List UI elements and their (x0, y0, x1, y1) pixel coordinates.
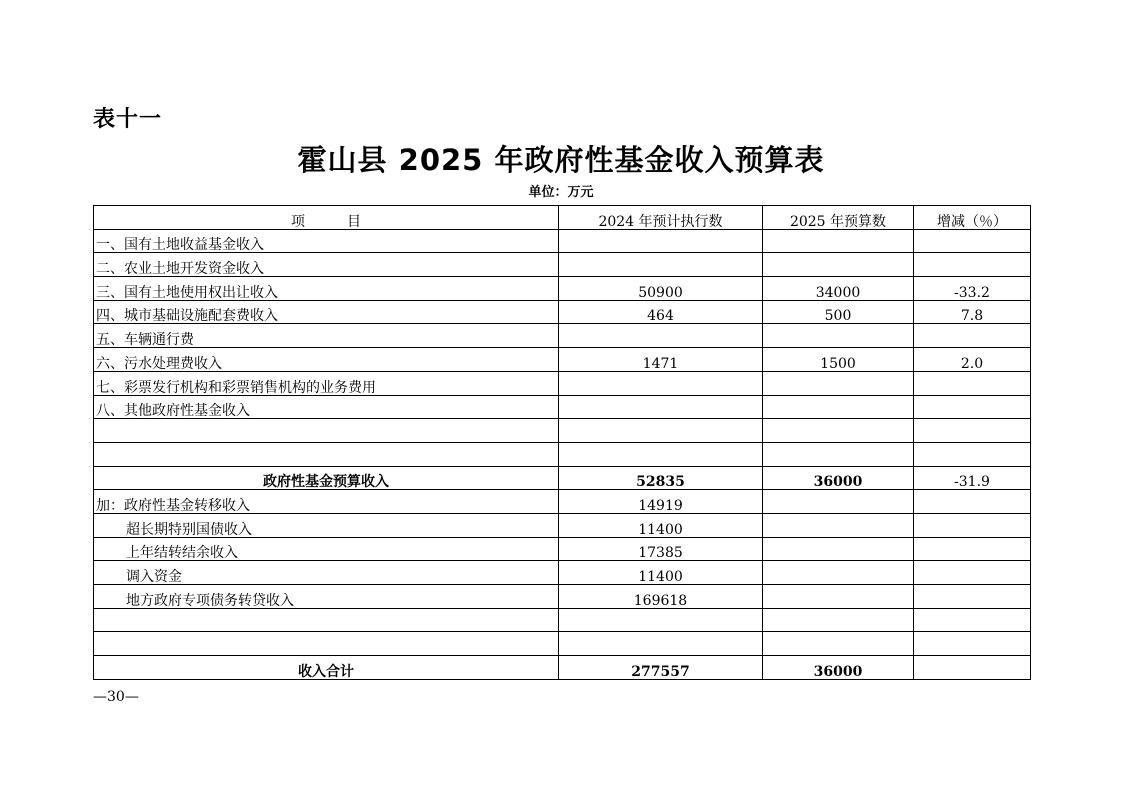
row-2024 (559, 442, 763, 466)
row-change (914, 561, 1031, 585)
page-number: —30— (93, 689, 139, 705)
row-2024 (559, 419, 763, 443)
row-change (914, 371, 1031, 395)
budget-table (93, 205, 1031, 680)
table-row (94, 608, 1031, 632)
row-2025 (763, 253, 914, 277)
row-item: 四、城市基础设施配套费收入 (94, 300, 559, 324)
table-row (94, 300, 1031, 324)
row-2025: 1500 (763, 348, 914, 372)
row-item: 地方政府专项债务转贷收入 (94, 585, 559, 609)
row-2024: 464 (559, 300, 763, 324)
row-change: -33.2 (914, 277, 1031, 301)
row-2024 (559, 371, 763, 395)
row-2025 (763, 490, 914, 514)
row-2025 (763, 419, 914, 443)
table-row (94, 324, 1031, 348)
row-2025 (763, 324, 914, 348)
row-2024 (559, 395, 763, 419)
table-row (94, 348, 1031, 372)
page-title: 霍山县 2025 年政府性基金收入预算表 (297, 143, 825, 177)
table-row (94, 229, 1031, 253)
row-change (914, 537, 1031, 561)
row-2025 (763, 229, 914, 253)
row-change (914, 324, 1031, 348)
row-2024: 169618 (559, 585, 763, 609)
row-item: 三、国有土地使用权出让收入 (94, 277, 559, 301)
unit-label: 单位：万元 (528, 185, 594, 200)
row-2024 (559, 608, 763, 632)
table-row (94, 585, 1031, 609)
table-row (94, 253, 1031, 277)
table-row (94, 277, 1031, 301)
table-row (94, 561, 1031, 585)
row-change (914, 253, 1031, 277)
row-2025 (763, 608, 914, 632)
row-change (914, 632, 1031, 656)
row-2025: 34000 (763, 277, 914, 301)
row-item: 调入资金 (94, 561, 559, 585)
row-2025 (763, 513, 914, 537)
row-2025: 36000 (763, 656, 914, 680)
table-row (94, 537, 1031, 561)
row-2025 (763, 585, 914, 609)
row-item (94, 632, 559, 656)
row-2024 (559, 324, 763, 348)
row-change (914, 442, 1031, 466)
row-change: 7.8 (914, 300, 1031, 324)
row-change: 2.0 (914, 348, 1031, 372)
row-change (914, 656, 1031, 680)
row-2024: 11400 (559, 561, 763, 585)
row-2024 (559, 229, 763, 253)
row-change (914, 585, 1031, 609)
row-2024: 1471 (559, 348, 763, 372)
row-item: 收入合计 (94, 656, 559, 680)
row-2025 (763, 395, 914, 419)
row-item (94, 442, 559, 466)
table-row (94, 371, 1031, 395)
row-2024: 11400 (559, 513, 763, 537)
row-2024: 17385 (559, 537, 763, 561)
row-item: 七、彩票发行机构和彩票销售机构的业务费用 (94, 371, 559, 395)
table-label: 表十一 (93, 107, 163, 132)
table-row (94, 490, 1031, 514)
row-item: 一、国有土地收益基金收入 (94, 229, 559, 253)
subtotal-row (94, 466, 1031, 490)
row-change (914, 395, 1031, 419)
row-item (94, 608, 559, 632)
row-2024: 14919 (559, 490, 763, 514)
row-item (94, 419, 559, 443)
row-item: 政府性基金预算收入 (94, 466, 559, 490)
table-row (94, 419, 1031, 443)
row-2024 (559, 632, 763, 656)
table-header-row (94, 206, 1031, 230)
row-item: 六、污水处理费收入 (94, 348, 559, 372)
row-2024 (559, 253, 763, 277)
row-item: 加：政府性基金转移收入 (94, 490, 559, 514)
row-change (914, 229, 1031, 253)
row-2025 (763, 632, 914, 656)
row-change (914, 513, 1031, 537)
row-2025 (763, 442, 914, 466)
table-row (94, 513, 1031, 537)
header-2025-budget: 2025 年预算数 (763, 206, 914, 230)
table-row (94, 442, 1031, 466)
row-item: 二、农业土地开发资金收入 (94, 253, 559, 277)
row-item: 上年结转结余收入 (94, 537, 559, 561)
table-row (94, 632, 1031, 656)
row-2025 (763, 537, 914, 561)
row-change (914, 608, 1031, 632)
row-2024: 50900 (559, 277, 763, 301)
header-item: 项 目 (94, 206, 559, 230)
header-change-percent: 增减（％） (914, 206, 1031, 230)
row-item: 八、其他政府性基金收入 (94, 395, 559, 419)
row-change (914, 419, 1031, 443)
row-item: 五、车辆通行费 (94, 324, 559, 348)
row-item: 超长期特别国债收入 (94, 513, 559, 537)
table-row (94, 395, 1031, 419)
total-row (94, 656, 1031, 680)
row-change: -31.9 (914, 466, 1031, 490)
row-2025 (763, 371, 914, 395)
row-2025 (763, 561, 914, 585)
row-2025: 500 (763, 300, 914, 324)
row-change (914, 490, 1031, 514)
row-2024: 277557 (559, 656, 763, 680)
row-2024: 52835 (559, 466, 763, 490)
header-2024-estimated: 2024 年预计执行数 (559, 206, 763, 230)
row-2025: 36000 (763, 466, 914, 490)
